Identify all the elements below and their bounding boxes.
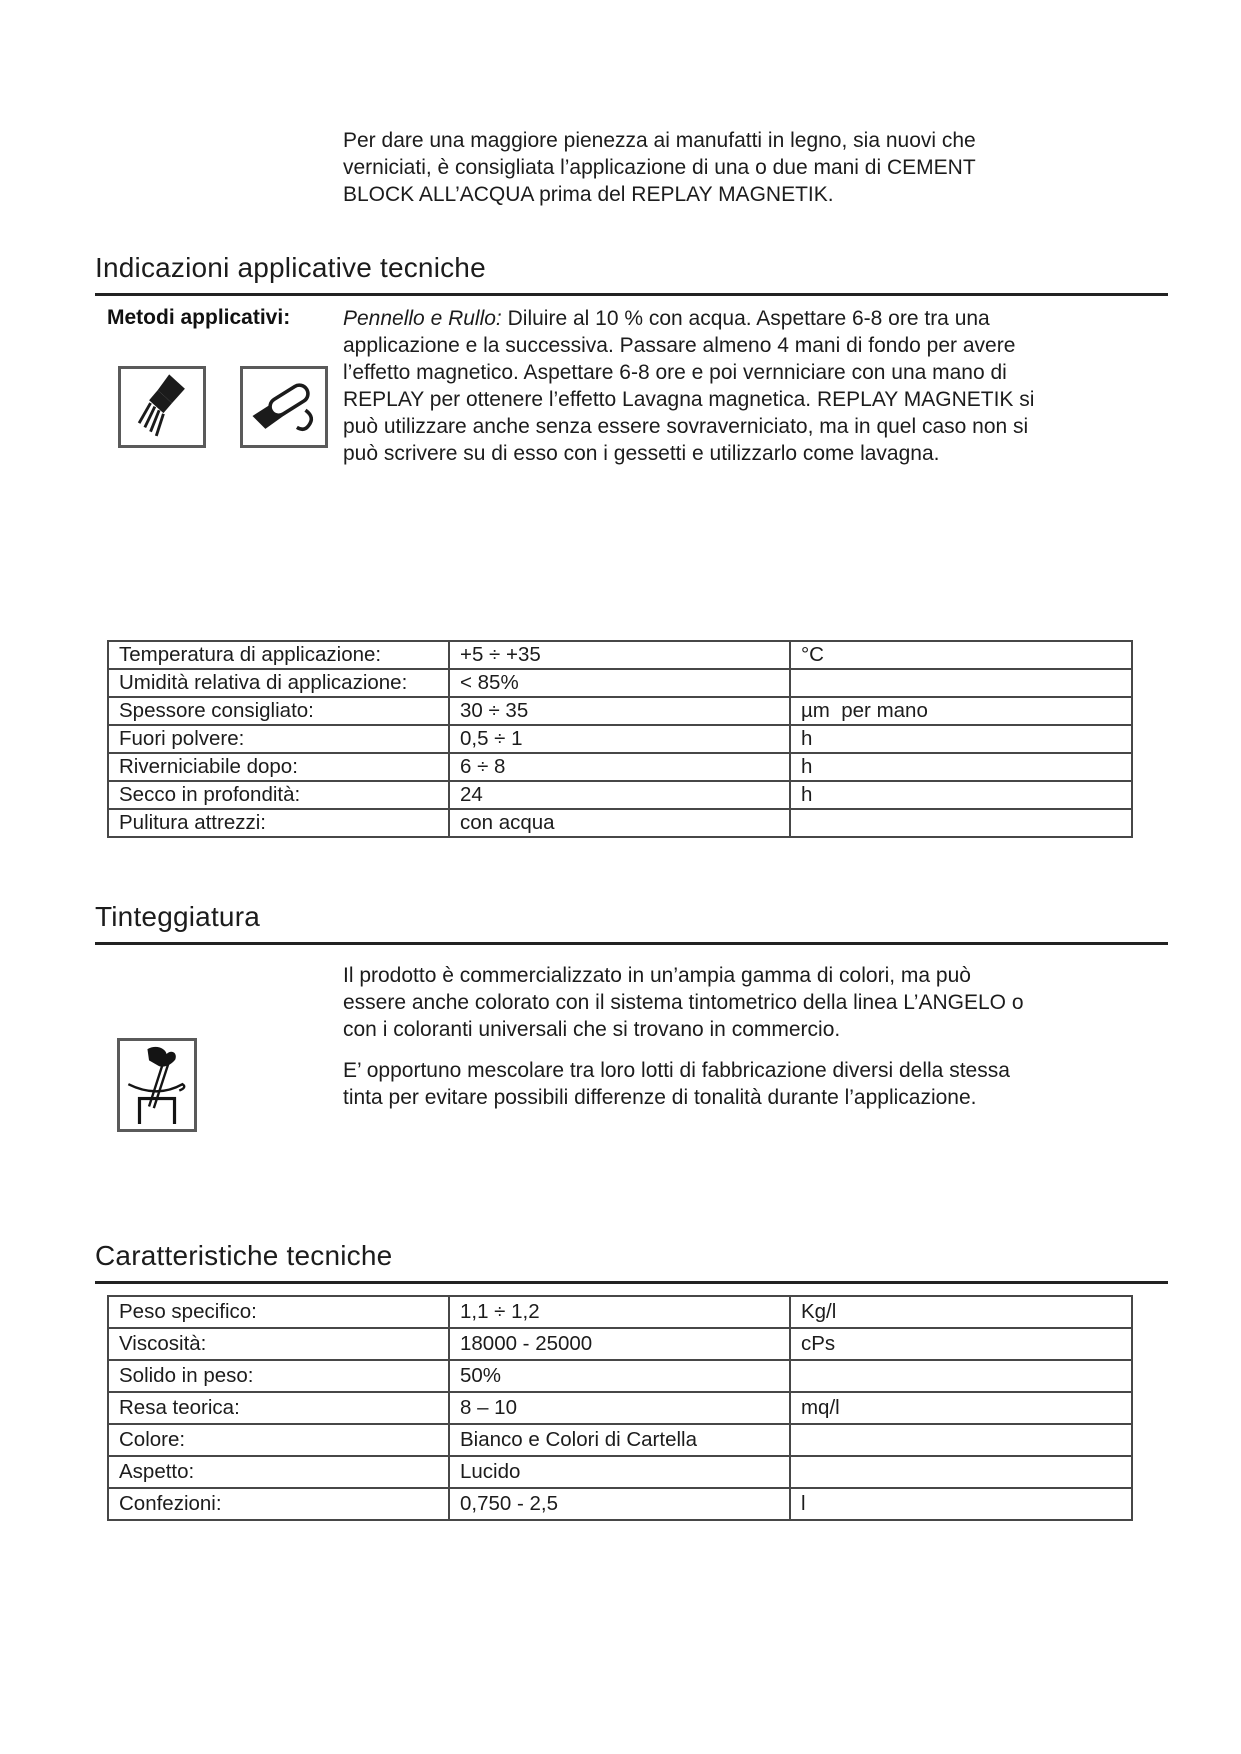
row-unit — [790, 669, 1132, 697]
row-label: Viscosità: — [108, 1328, 449, 1360]
table-row — [108, 1328, 1132, 1360]
paint-roller-icon — [240, 366, 328, 448]
table-row — [108, 809, 1132, 837]
row-label: Peso specifico: — [108, 1296, 449, 1328]
mixing-icon — [117, 1038, 197, 1132]
section-title-indicazioni: Indicazioni applicative tecniche — [95, 252, 1168, 296]
row-value: 0,5 ÷ 1 — [449, 725, 790, 753]
row-value: Lucido — [449, 1456, 790, 1488]
table-row — [108, 1488, 1132, 1520]
metodi-text: Diluire al 10 % con acqua. Aspettare 6-8 ore tra una applicazione e la successiva. Passare almeno 4 mani di fondo per avere l’effetto magnetico. Aspettare 6-8 ore e poi vernniciare con una mano di REPLAY per ottenere l’effetto Lavagna magnetica. REPLAY MAGNETIK si può utilizzare anche senza essere sovraverniciato, ma in quel caso non si può scrivere su di esso con i gessetti e utilizzarlo come lavagna. — [343, 307, 1035, 465]
row-unit — [790, 809, 1132, 837]
row-value: 8 – 10 — [449, 1392, 790, 1424]
row-label: Pulitura attrezzi: — [108, 809, 449, 837]
row-unit: Kg/l — [790, 1296, 1132, 1328]
row-label: Resa teorica: — [108, 1392, 449, 1424]
table-row — [108, 697, 1132, 725]
row-label: Colore: — [108, 1424, 449, 1456]
row-value: 30 ÷ 35 — [449, 697, 790, 725]
table-row — [108, 781, 1132, 809]
row-unit: h — [790, 781, 1132, 809]
row-unit — [790, 1360, 1132, 1392]
row-unit — [790, 1424, 1132, 1456]
row-value: 6 ÷ 8 — [449, 753, 790, 781]
table-row — [108, 669, 1132, 697]
tinteggiatura-paragraph-1: Il prodotto è commercializzato in un’ampia gamma di colori, ma può essere anche colorato con il sistema tintometrico della linea L’ANGELO o con i coloranti universali che si trovano in commercio. — [343, 964, 1024, 1041]
table-row — [108, 1392, 1132, 1424]
table-row — [108, 725, 1132, 753]
row-unit: l — [790, 1488, 1132, 1520]
row-unit: mq/l — [790, 1392, 1132, 1424]
tinteggiatura-paragraph-2: E’ opportuno mescolare tra loro lotti di fabbricazione diversi della stessa tinta per evitare possibili differenze di tonalità durante l’applicazione. — [343, 1059, 1010, 1109]
row-value: < 85% — [449, 669, 790, 697]
row-unit: cPs — [790, 1328, 1132, 1360]
row-label: Solido in peso: — [108, 1360, 449, 1392]
row-label: Confezioni: — [108, 1488, 449, 1520]
row-label: Temperatura di applicazione: — [108, 641, 449, 669]
row-unit: h — [790, 725, 1132, 753]
row-value: 50% — [449, 1360, 790, 1392]
row-label: Secco in profondità: — [108, 781, 449, 809]
section-title-tinteggiatura: Tinteggiatura — [95, 901, 1168, 945]
row-value: con acqua — [449, 809, 790, 837]
table-row — [108, 1424, 1132, 1456]
row-unit: °C — [790, 641, 1132, 669]
table-row — [108, 753, 1132, 781]
row-label: Aspetto: — [108, 1456, 449, 1488]
row-unit: µm per mano — [790, 697, 1132, 725]
intro-paragraph: Per dare una maggiore pienezza ai manufatti in legno, sia nuovi che verniciati, è consigliata l’applicazione di una o due mani di CEMENT BLOCK ALL’ACQUA prima del REPLAY MAGNETIK. — [343, 129, 976, 206]
row-value: +5 ÷ +35 — [449, 641, 790, 669]
table-row — [108, 1360, 1132, 1392]
row-value: 24 — [449, 781, 790, 809]
table-row — [108, 641, 1132, 669]
technical-characteristics-table — [107, 1295, 1133, 1521]
metodi-lead-italic: Pennello e Rullo: — [343, 307, 502, 330]
table-row — [108, 1456, 1132, 1488]
row-label: Riverniciabile dopo: — [108, 753, 449, 781]
table-row — [108, 1296, 1132, 1328]
row-value: 18000 - 25000 — [449, 1328, 790, 1360]
row-label: Spessore consigliato: — [108, 697, 449, 725]
row-value: 0,750 - 2,5 — [449, 1488, 790, 1520]
paintbrush-icon — [118, 366, 206, 448]
row-label: Umidità relativa di applicazione: — [108, 669, 449, 697]
row-unit — [790, 1456, 1132, 1488]
metodi-paragraph — [343, 305, 1043, 467]
row-label: Fuori polvere: — [108, 725, 449, 753]
application-conditions-table — [107, 640, 1133, 838]
row-unit: h — [790, 753, 1132, 781]
section-title-caratteristiche: Caratteristiche tecniche — [95, 1240, 1168, 1284]
metodi-applicativi-label: Metodi applicativi: — [107, 306, 291, 329]
row-value: Bianco e Colori di Cartella — [449, 1424, 790, 1456]
row-value: 1,1 ÷ 1,2 — [449, 1296, 790, 1328]
